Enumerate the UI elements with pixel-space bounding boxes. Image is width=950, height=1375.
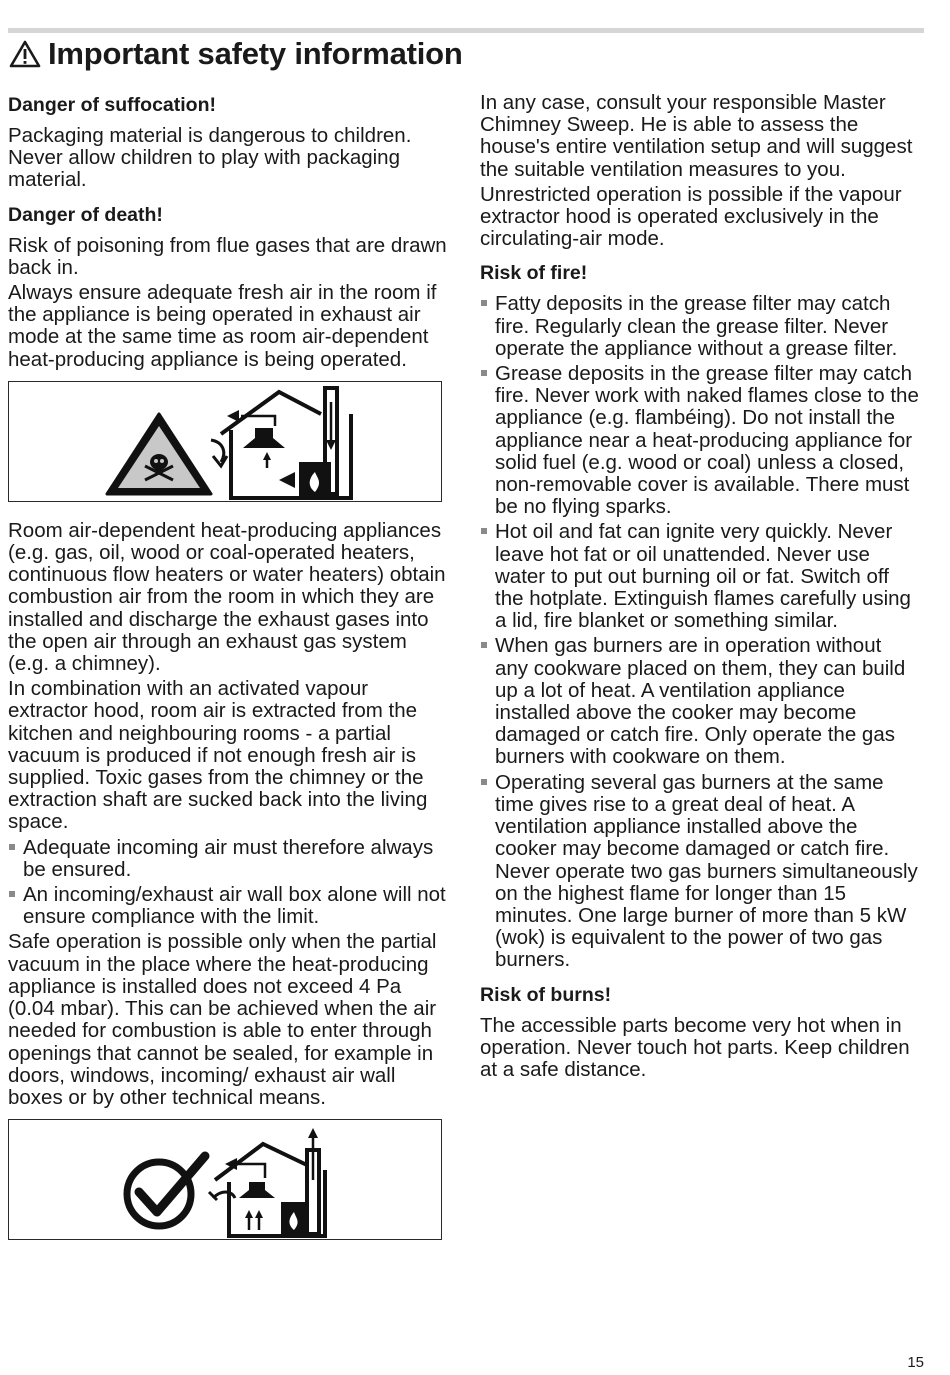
checkmark-figure xyxy=(8,1119,442,1240)
checkmark-icon xyxy=(127,1156,205,1226)
bullet-icon xyxy=(481,779,487,785)
burns-text: The accessible parts become very hot when in operation. Never touch hot parts. Keep children at a safe distance. xyxy=(480,1013,910,1081)
bullet-icon xyxy=(481,642,487,648)
fire-bullet-list xyxy=(480,293,920,971)
list-item: Grease deposits in the grease filter may catch fire. Never work with naked flames close to the appliance (e.g. flambéing). Do not install the appliance near a heat-producing appliance for solid fuel (e.g. wood or coal) unless a closed, non-removable cover is available. There must be no flying sparks. xyxy=(480,363,920,518)
safe-operation-paragraph: Safe operation is possible only when the partial vacuum in the place where the heat-producing appliance is installed does not exceed 4 Pa (0.04 mbar). This can be achieved when the air needed for combustion is able to enter through openings that cannot be sealed, for example in doors, windows, incoming/ exhaust air wall boxes or by other technical means. xyxy=(8,930,437,1109)
list-item: Operating several gas burners at the same time gives rise to a great deal of heat. A ventilation appliance installed above the cooker may become damaged or catch fire. Never operate two gas burners simultaneously on the highest flame for longer than 15 minutes. One large burner of more than 5 kW (wok) is equivalent to the power of two gas burners. xyxy=(480,772,920,972)
consult-paragraph-2: Unrestricted operation is possible if the vapour extractor hood is operated exclusively in the circulating-air mode. xyxy=(480,182,902,251)
death-heading: Danger of death! xyxy=(8,203,163,226)
burns-heading: Risk of burns! xyxy=(480,983,612,1006)
page-title-text: Important safety information xyxy=(48,36,463,71)
bullet-icon xyxy=(9,844,15,850)
page-title xyxy=(8,34,463,74)
list-item: When gas burners are in operation without any cookware placed on them, they can build up a lot of heat. A ventilation appliance installed above the cooker may become damaged or catch fire. Only operate the gas burners with cookware on them. xyxy=(480,635,920,768)
list-item: Hot oil and fat can ignite very quickly. Never leave hot fat or oil unattended. Never use water to put out burning oil or fat. Switch off the hotplate. Extinguish flames carefully using a lid, fire blanket or something similar. xyxy=(480,521,920,632)
bullet-icon xyxy=(481,300,487,306)
bullet-icon xyxy=(9,891,15,897)
page-number: 15 xyxy=(907,1354,924,1371)
death-paragraph-1: Risk of poisoning from flue gases that are drawn back in. xyxy=(8,233,447,279)
poison-warning-icon xyxy=(107,414,211,494)
suffocation-heading: Danger of suffocation! xyxy=(8,94,216,116)
left-bullet-list xyxy=(8,837,448,929)
fire-heading: Risk of fire! xyxy=(480,262,588,285)
room-paragraph-1: Room air-dependent heat-producing appliances (e.g. gas, oil, wood or coal-operated heaters, continuous flow heaters or water heaters) obtain combustion air from the room in which they are installed and discharge the exhaust gases into the open air through an exhaust gas system (e.g. a chimney). xyxy=(8,518,446,676)
bullet-icon xyxy=(481,370,487,376)
header-rule xyxy=(8,28,924,33)
house-diagram xyxy=(215,1144,325,1236)
warning-triangle-icon xyxy=(8,39,42,69)
right-column xyxy=(480,92,920,1081)
room-paragraph-2: In combination with an activated vapour extractor hood, room air is extracted from the kitchen and neighbouring rooms - a partial vacuum is produced if not enough fresh air is supplied. Toxic gases from the chimney or the extraction shaft are sucked back into the living space. xyxy=(8,677,428,834)
consult-paragraph-1: In any case, consult your responsible Master Chimney Sweep. He is able to assess the house's entire ventilation setup and will suggest the suitable ventilation measures to you. xyxy=(480,91,913,181)
bullet-icon xyxy=(481,528,487,534)
death-paragraph-2: Always ensure adequate fresh air in the room if the appliance is being operated in exhaust air mode at the same time as room air-dependent heat-producing appliance is being operated. xyxy=(8,281,437,371)
list-item: Fatty deposits in the grease filter may catch fire. Regularly clean the grease filter. Never operate the appliance without a grease filter. xyxy=(480,293,920,360)
poison-warning-figure xyxy=(8,381,442,502)
list-item: Adequate incoming air must therefore always be ensured. xyxy=(8,837,448,881)
suffocation-text: Packaging material is dangerous to children. Never allow children to play with packaging material. xyxy=(8,124,412,192)
left-column xyxy=(8,92,448,1240)
list-item: An incoming/exhaust air wall box alone will not ensure compliance with the limit. xyxy=(8,884,448,928)
